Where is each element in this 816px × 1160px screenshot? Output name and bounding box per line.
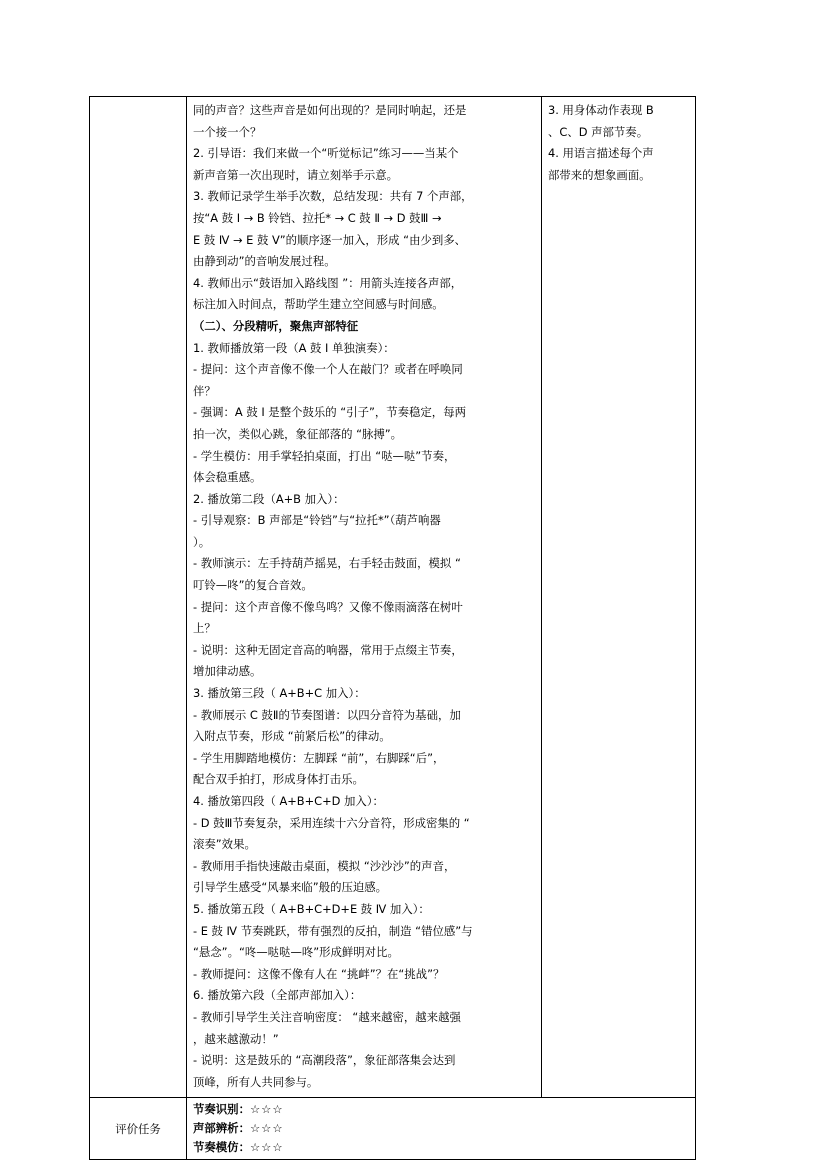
process-line: ，越来越激动！” [193, 1031, 279, 1046]
process-line: 滚奏”效果。 [193, 837, 256, 852]
lesson-plan-table [89, 96, 696, 1160]
process-line: - 教师演示：左手持葫芦摇晃，右手轻击鼓面，模拟 “ [193, 556, 461, 571]
activity-line: 4. 用语言描述每个声 [548, 146, 654, 161]
star-rating-icons: ☆☆☆ [249, 1140, 284, 1155]
process-row [90, 97, 696, 1098]
process-line: - 学生用脚踏地模仿：左脚踩 “前”，右脚踩“后”， [193, 750, 445, 765]
evaluation-items [193, 1100, 689, 1157]
process-line: - 教师展示 C 鼓Ⅱ的节奏图谱：以四分音符为基础，加 [193, 707, 461, 722]
evaluation-item [193, 1100, 689, 1119]
student-activity-text [548, 100, 691, 186]
process-line: 3. 教师记录学生举手次数，总结发现：共有 7 个声部， [193, 189, 473, 204]
student-activity-cell [542, 97, 696, 1098]
process-line: 入附点节奏，形成 “前紧后松”的律动。 [193, 729, 391, 744]
activity-line: 部带来的想象画面。 [548, 167, 651, 182]
process-line: - 说明：这种无固定音高的响器，常用于点缀主节奏， [193, 642, 463, 657]
process-line: 新声音第一次出现时，请立刻举手示意。 [193, 167, 399, 182]
process-line: - 提问：这个声音像不像鸟鸣？又像不像雨滴落在树叶 [193, 599, 463, 614]
process-line: 顶峰，所有人共同参与。 [193, 1074, 319, 1089]
process-line: - D 鼓Ⅲ节奏复杂，采用连续十六分音符，形成密集的 “ [193, 815, 470, 830]
process-line: - 教师引导学生关注音响密度： “越来越密，越来越强 [193, 1009, 461, 1024]
evaluation-row [90, 1098, 696, 1160]
activity-line: 、C、D 声部节奏。 [548, 124, 649, 139]
process-line: - 提问：这个声音像不像一个人在敲门？或者在呼唤同 [193, 362, 463, 377]
process-line: E 鼓 Ⅳ → E 鼓 Ⅴ”的顺序逐一加入，形成 “由少到多、 [193, 232, 467, 247]
process-line: 同的声音？这些声音是如何出现的？是同时响起，还是 [193, 103, 467, 117]
process-line: - 学生模仿：用手掌轻拍桌面，打出 “哒—哒”节奏， [193, 448, 456, 463]
process-line: 一个接一个？ [193, 124, 262, 139]
process-line: - 说明：这是鼓乐的 “高潮段落”，象征部落集会达到 [193, 1053, 456, 1068]
process-line: 配合双手拍打，形成身体打击乐。 [193, 772, 364, 787]
process-line: 体会稳重感。 [193, 470, 262, 485]
evaluation-item-label: 节奏识别： [193, 1102, 250, 1117]
evaluation-item-label: 节奏模仿： [193, 1140, 250, 1155]
evaluation-item [193, 1119, 689, 1138]
activity-line: 3. 用身体动作表现 B [548, 103, 654, 117]
process-line: 伴？ [193, 383, 216, 398]
star-rating-icons: ☆☆☆ [249, 1121, 284, 1136]
star-rating-icons: ☆☆☆ [249, 1102, 284, 1117]
evaluation-item [193, 1138, 689, 1157]
process-line: 6. 播放第六段（全部声部加入）： [193, 988, 362, 1003]
process-line: - 教师用手指快速敲击桌面，模拟 “沙沙沙”的声音， [193, 858, 456, 873]
process-line: ）。 [193, 534, 211, 549]
process-line: 2. 播放第二段（A+B 加入）： [193, 491, 345, 506]
process-line: “悬念”。“咚—哒哒—咚”形成鲜明对比。 [193, 945, 399, 960]
process-line: 标注加入时间点，帮助学生建立空间感与时间感。 [193, 297, 444, 312]
row-label-cell-empty [90, 97, 187, 1098]
evaluation-label: 评价任务 [90, 1098, 187, 1160]
process-line: 叮铃—咚”的复合音效。 [193, 578, 313, 593]
evaluation-items-cell [187, 1098, 696, 1160]
process-line: 1. 教师播放第一段（A 鼓 Ⅰ 单独演奏）： [193, 340, 395, 355]
process-line: - 引导观察：B 声部是“铃铛”与“拉托*”（葫芦响器 [193, 513, 441, 528]
section-heading: （二）、分段精听，聚焦声部特征 [193, 318, 359, 333]
teaching-process-cell [187, 97, 542, 1098]
process-line: - E 鼓 Ⅳ 节奏跳跃，带有强烈的反拍，制造 “错位感”与 [193, 923, 473, 938]
process-line: 拍一次，类似心跳，象征部落的 “脉搏”。 [193, 426, 403, 441]
evaluation-item-label: 声部辨析： [193, 1121, 250, 1136]
process-line: 由静到动”的音响发展过程。 [193, 254, 336, 269]
process-line: 增加律动感。 [193, 664, 262, 679]
process-line: - 教师提问：这像不像有人在 “挑衅”？在“挑战”？ [193, 966, 445, 981]
process-line: 上？ [193, 621, 216, 636]
process-line: 5. 播放第五段（ A+B+C+D+E 鼓 Ⅳ 加入）： [193, 901, 430, 916]
process-line: 2. 引导语：我们来做一个“听觉标记”练习——当某个 [193, 146, 459, 161]
process-line: 3. 播放第三段（ A+B+C 加入）： [193, 686, 366, 701]
process-line: 4. 播放第四段（ A+B+C+D 加入）： [193, 794, 384, 808]
process-line: 引导学生感受“风暴来临”般的压迫感。 [193, 880, 388, 895]
process-line: - 强调：A 鼓 Ⅰ 是整个鼓乐的 “引子”，节奏稳定，每两 [193, 405, 466, 420]
teaching-process-text [193, 100, 535, 1093]
process-line: 按“A 鼓 Ⅰ → B 铃铛、拉托* → C 鼓 Ⅱ → D 鼓Ⅲ → [193, 210, 442, 225]
process-line: 4. 教师出示“鼓语加入路线图 ”：用箭头连接各声部， [193, 275, 463, 290]
